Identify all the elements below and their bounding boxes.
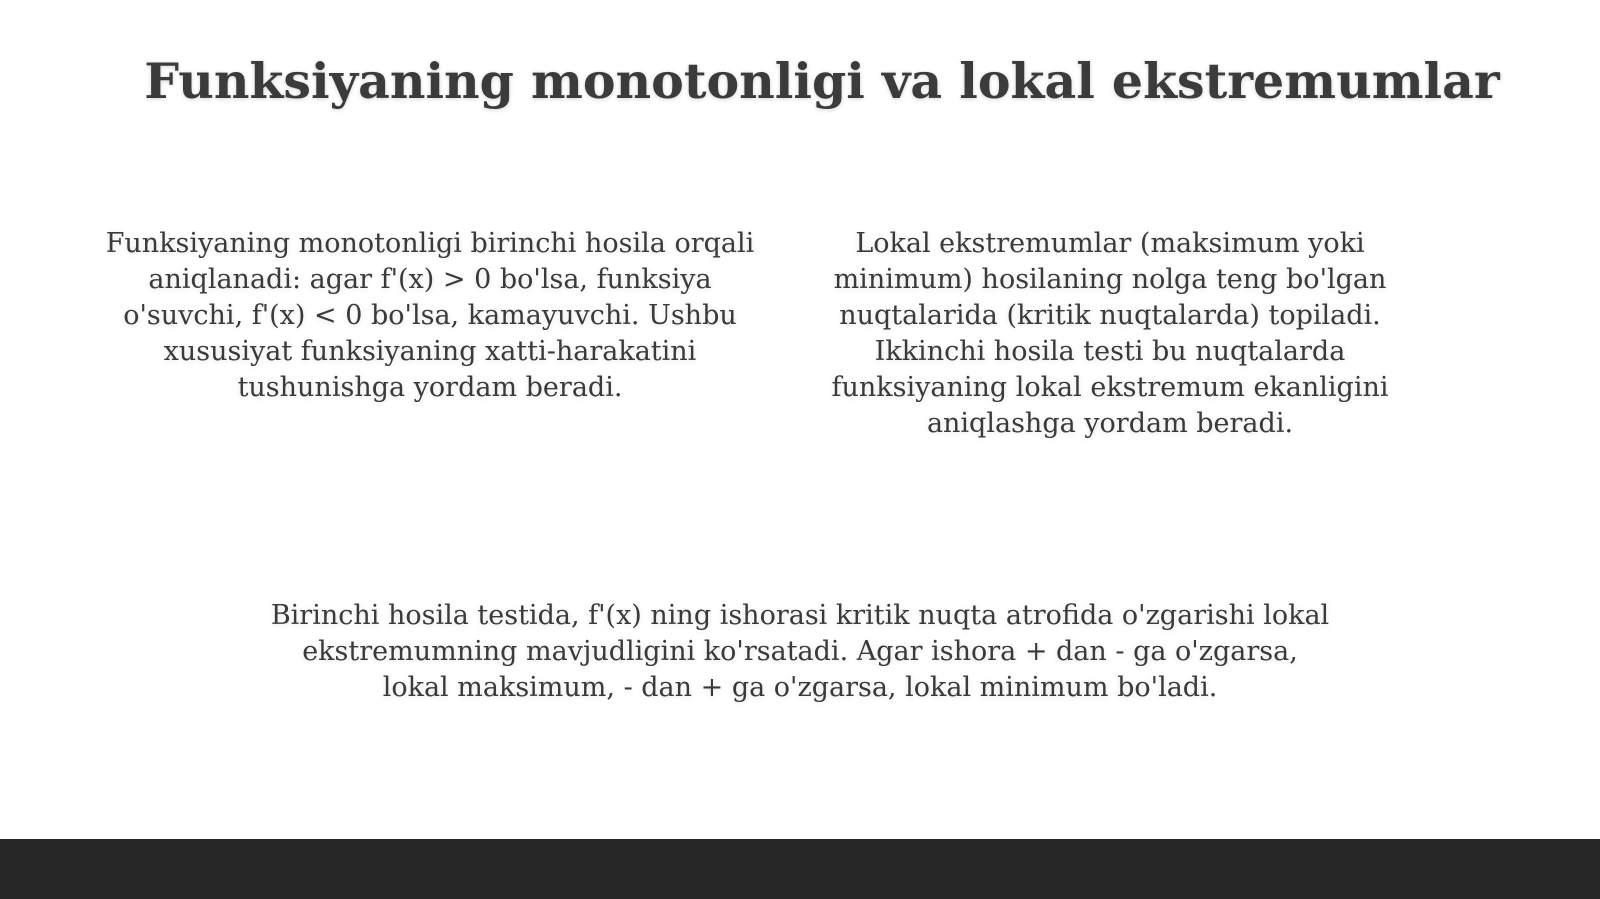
paragraph-local-extrema: Lokal ekstremumlar (maksimum yoki minimum) hosilaning nolga teng bo'lgan nuqtalarida (kritik nuqtalarda) topiladi. Ikkinchi hosila testi bu nuqtalarda funksiyaning lokal ekstremum ekanligini aniqlashga yordam beradi. [831, 228, 1389, 439]
slide-title: Funksiyaning monotonligi va lokal ekstremumlar [144, 52, 1500, 110]
paragraph-monotonicity: Funksiyaning monotonligi birinchi hosila orqali aniqlanadi: agar f'(x) > 0 bo'lsa, funksiya o'suvchi, f'(x) < 0 bo'lsa, kamayuvchi. Ushbu xususiyat funksiyaning xatti-harakatini tushunishga yordam beradi. [105, 228, 755, 403]
footer-bar [0, 839, 1600, 899]
paragraph-first-derivative-test: Birinchi hosila testida, f'(x) ning ishorasi kritik nuqta atrofida o'zgarishi lokal ekstremumning mavjudligini ko'rsatadi. Agar ishora + dan - ga o'zgarsa, lokal maksimum, - dan + ga o'zgarsa, lokal minimum bo'ladi. [270, 600, 1330, 703]
